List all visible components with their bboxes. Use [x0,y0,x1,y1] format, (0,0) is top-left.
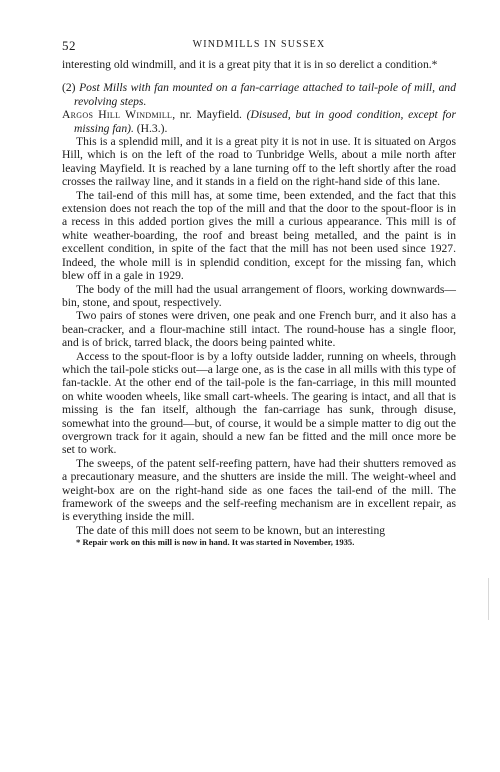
section-heading [62,81,456,108]
paragraph: The body of the mill had the usual arrangement of floors, working downwards—bin, stone, and spout, respectively. [62,282,456,309]
mill-name: Argos Hill Windmill [62,108,173,122]
section-number: (2) [62,81,76,95]
section-title: Post Mills with fan mounted on a fan-carriage attached to tail-pole of mill, and revolving steps. [74,81,456,108]
mill-location: , nr. Mayfield. [172,108,247,122]
paragraph: The sweeps, of the patent self-reefing pattern, have had their shutters removed as a precautionary measure, and the shutters are inside the mill. The weight-wheel and weight-box are on the right-hand side as one faces the tail-end of the mill. The framework of the sweeps and the self-reefing mechanism are in excellent repair, as is everything inside the mill. [62,456,456,524]
body-text [62,58,456,548]
mill-status: (Disused, but in good condition, except for missing fan). [74,108,456,135]
mill-entry [62,108,456,135]
page-header [62,38,456,54]
book-page [62,38,456,548]
paragraph: The date of this mill does not seem to be known, but an interesting [76,523,386,537]
running-head: WINDMILLS IN SUSSEX [192,39,326,50]
paragraph: The tail-end of this mill has, at some time, been extended, and the fact that this extension does not reach the top of the mill and that the door to the spout-floor is in a recess in this added portion gives the mill a curious appearance. This mill is of white weather-boarding, the roof and breast being metalled, and the paint is in excellent condition, in spite of the fact that the mill has not been used since 1927. Indeed, the whole mill is in splendid condition, except for the missing fan, which blew off in a gale in 1929. [62,188,456,283]
footnote: * Repair work on this mill is now in hand. It was started in November, 1935. [76,537,355,548]
paragraph: Two pairs of stones were driven, one peak and one French burr, and it also has a bean-cracker, and a flour-machine still intact. The round-house has a single floor, and is of brick, tarred black, the doors being painted white. [62,309,456,350]
page-edge-mark [488,578,489,620]
paragraph: This is a splendid mill, and it is a great pity it is not in use. It is situated on Argos Hill, which is on the left of the road to Tunbridge Wells, about a mile north after leaving Mayfield. It is reached by a lane turning off to the left shortly after the road crosses the railway line, and it stands in a field on the right-hand side of this lane. [62,135,456,189]
page-number: 52 [62,38,76,53]
paragraph-continuation: interesting old windmill, and it is a great pity that it is in so derelict a condition.* [62,58,438,71]
mill-reference: (H.3.). [133,121,168,135]
paragraph: Access to the spout-floor is by a lofty outside ladder, running on wheels, through which the tail-pole sticks out—a large one, as is the case in all mills with this type of fan-tackle. At the other end of the tail-pole is the fan-carriage, in this mill mounted on white wooden wheels, like small cart-wheels. The gearing is intact, and all that is missing is the fan itself, although the fan-carriage has sunk, through disuse, somewhat into the ground—but, of course, it would be a simple matter to dig out the overgrown track for it again, should a new fan be fitted and the mill once more be set to work. [62,349,456,457]
